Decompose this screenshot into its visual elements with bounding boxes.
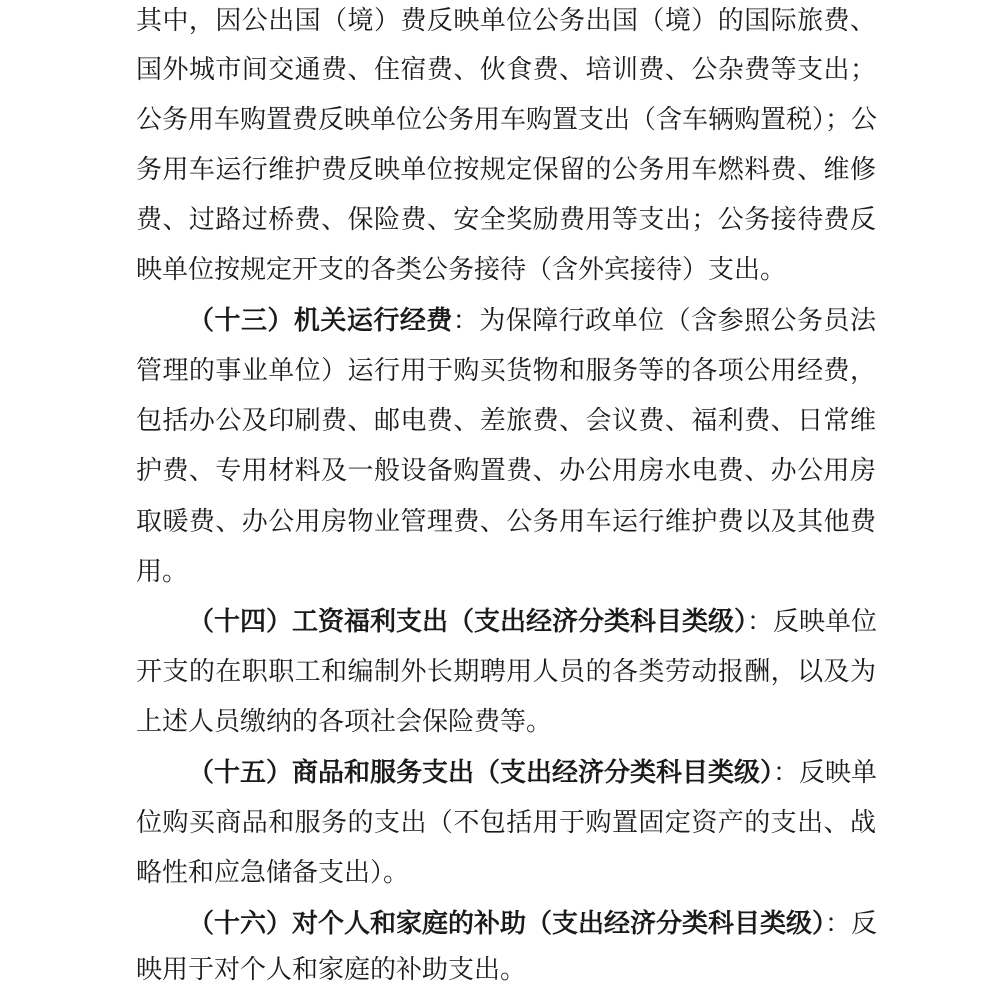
paragraph-line: 上述人员缴纳的各项社会保险费等。 <box>136 707 553 737</box>
paragraph-line: 取暖费、办公用房物业管理费、公务用车运行维护费以及其他费 <box>136 507 876 537</box>
paragraph-line: 位购买商品和服务的支出（不包括用于购置固定资产的支出、战 <box>136 808 876 838</box>
paragraph-line: 务用车运行维护费反映单位按规定保留的公务用车燃料费、维修 <box>136 155 876 185</box>
paragraph-line: 略性和应急储备支出）。 <box>136 858 410 888</box>
section-16-heading: （十六）对个人和家庭的补助（支出经济分类科目类级） <box>188 909 826 939</box>
section-15-heading: （十五）商品和服务支出（支出经济分类科目类级） <box>188 758 774 788</box>
paragraph-line: 国外城市间交通费、住宿费、伙食费、培训费、公杂费等支出； <box>136 55 876 85</box>
section-14-heading: （十四）工资福利支出（支出经济分类科目类级） <box>188 607 748 637</box>
paragraph-line: 公务用车购置费反映单位公务用车购置支出（含车辆购置税）；公 <box>136 105 878 135</box>
paragraph-line: 用。 <box>136 557 189 587</box>
paragraph-line: 包括办公及印刷费、邮电费、差旅费、会议费、福利费、日常维 <box>136 406 876 436</box>
paragraph-line: 管理的事业单位）运行用于购买货物和服务等的各项公用经费， <box>136 356 876 386</box>
section-14-first-line <box>188 597 876 647</box>
section-15-text: ：反映单 <box>773 758 878 788</box>
paragraph-line: 映单位按规定开支的各类公务接待（含外宾接待）支出。 <box>136 255 787 285</box>
section-16-text: ：反 <box>825 909 878 939</box>
paragraph-line: 费、过路过桥费、保险费、安全奖励费用等支出；公务接待费反 <box>136 205 876 235</box>
section-14-text: ：反映单位 <box>747 607 878 637</box>
section-16-first-line <box>188 899 876 949</box>
section-13-first-line <box>188 296 876 346</box>
section-13-text: ：为保障行政单位（含参照公务员法 <box>452 306 876 336</box>
paragraph-line: 其中，因公出国（境）费反映单位公务出国（境）的国际旅费、 <box>136 6 876 36</box>
paragraph-line: 映用于对个人和家庭的补助支出。 <box>136 955 527 985</box>
section-15-first-line <box>188 748 876 798</box>
paragraph-line: 护费、专用材料及一般设备购置费、办公用房水电费、办公用房 <box>136 456 876 486</box>
paragraph-line: 开支的在职职工和编制外长期聘用人员的各类劳动报酬，以及为 <box>136 657 876 687</box>
section-13-heading: （十三）机关运行经费 <box>188 306 453 336</box>
